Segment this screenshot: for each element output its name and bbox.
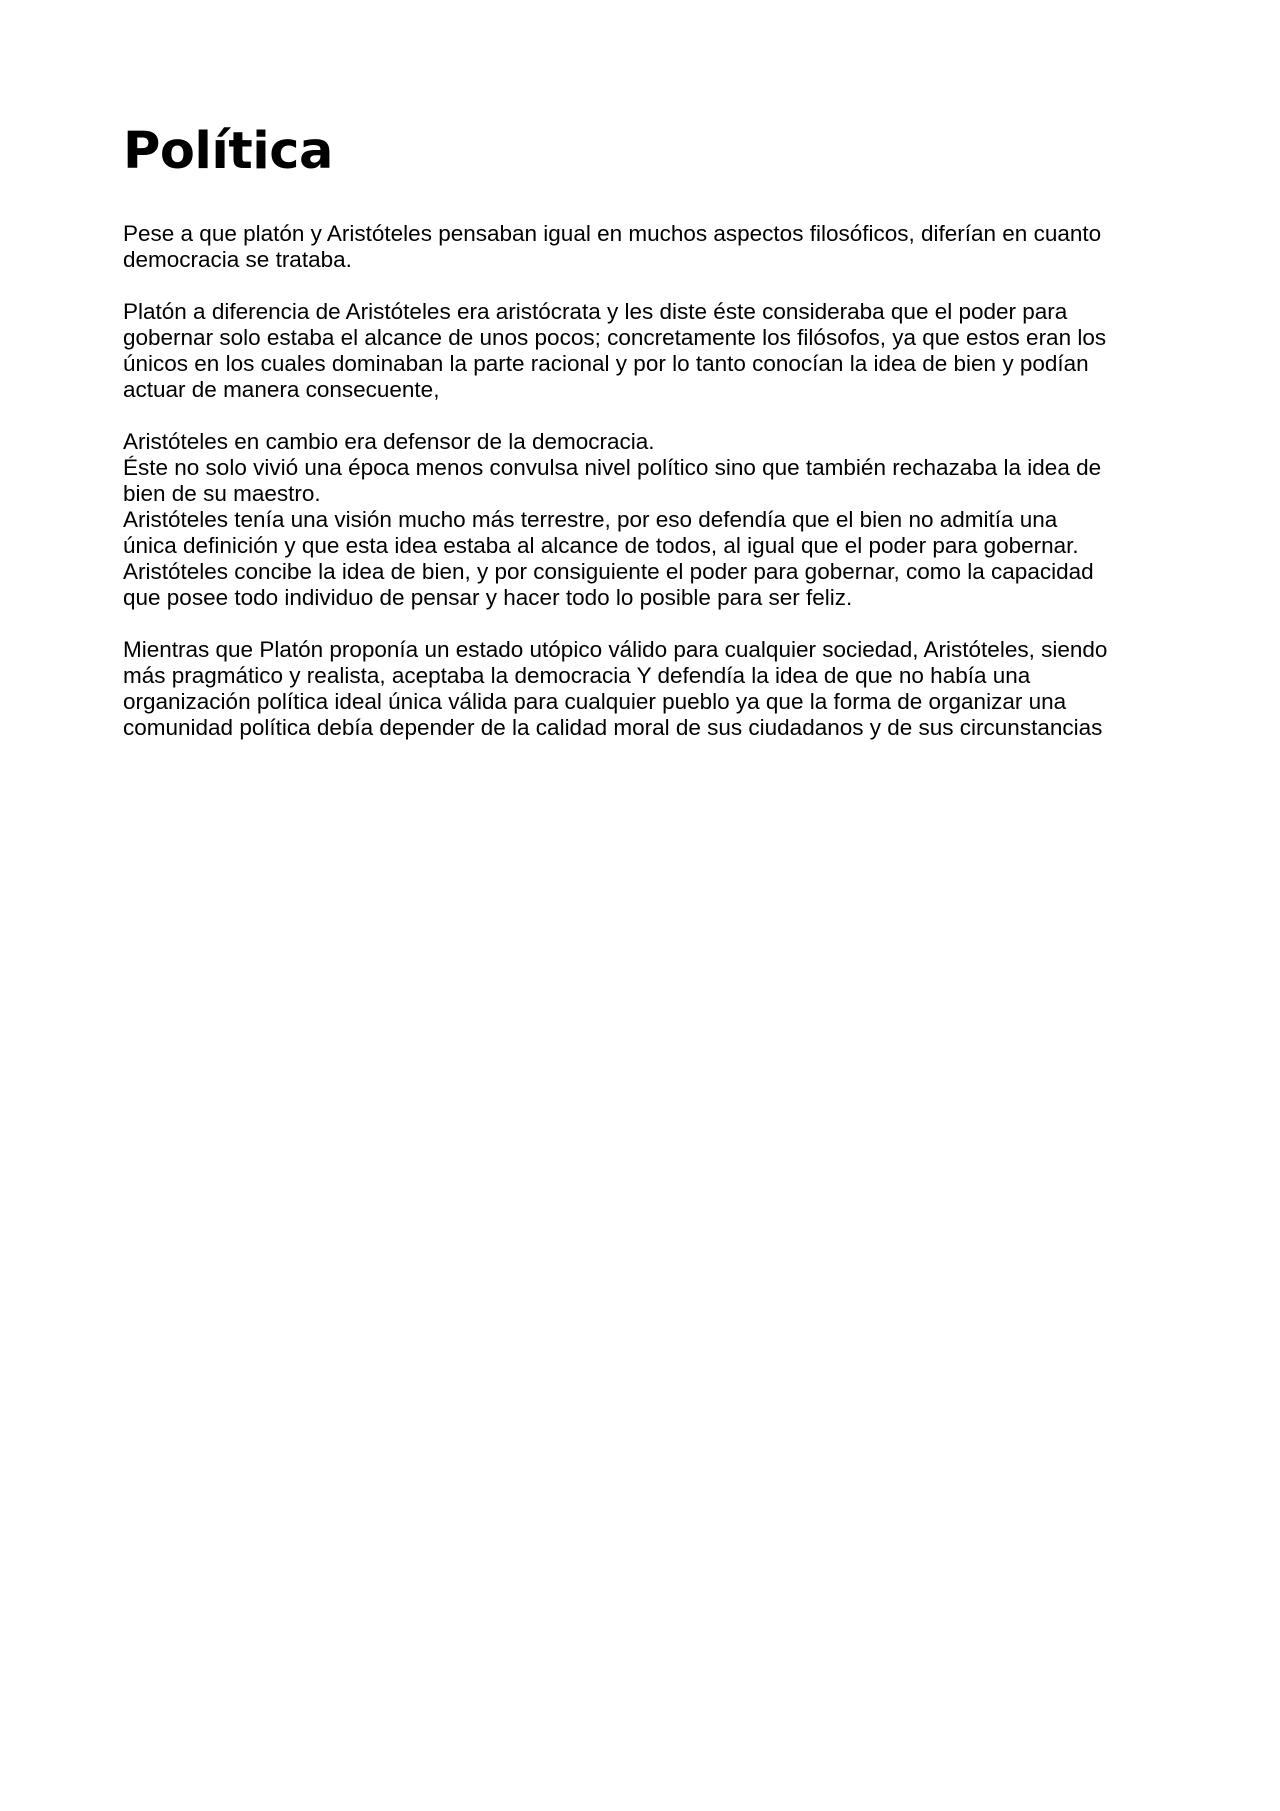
text-line: Aristóteles concibe la idea de bien, y por consiguiente el poder para gobernar, como la capacidad [123, 559, 1094, 584]
paragraph-3 [123, 429, 1173, 611]
text-line: Éste no solo vivió una época menos convulsa nivel político sino que también rechazaba la idea de [123, 455, 1102, 480]
paragraph-1 [123, 221, 1173, 273]
paragraph-2 [123, 299, 1173, 403]
document-title: Política [123, 122, 333, 181]
text-line: Aristóteles tenía una visión mucho más terrestre, por eso defendía que el bien no admitía una [123, 507, 1058, 532]
paragraph-4 [123, 637, 1173, 741]
text-line: únicos en los cuales dominaban la parte racional y por lo tanto conocían la idea de bien y podían [123, 351, 1089, 376]
text-line: gobernar solo estaba el alcance de unos pocos; concretamente los filósofos, ya que estos eran los [123, 325, 1107, 350]
text-line: comunidad política debía depender de la calidad moral de sus ciudadanos y de sus circunstancias [123, 715, 1103, 740]
text-line: única definición y que esta idea estaba al alcance de todos, al igual que el poder para gobernar. [123, 533, 1079, 558]
text-line: que posee todo individuo de pensar y hacer todo lo posible para ser feliz. [123, 585, 853, 610]
text-line: Platón a diferencia de Aristóteles era aristócrata y les diste éste consideraba que el poder para [123, 299, 1068, 324]
text-line: Mientras que Platón proponía un estado utópico válido para cualquier sociedad, Aristóteles, siendo [123, 637, 1108, 662]
text-line: bien de su maestro. [123, 481, 321, 506]
text-line: actuar de manera consecuente, [123, 377, 440, 402]
text-line: organización política ideal única válida para cualquier pueblo ya que la forma de organizar una [123, 689, 1067, 714]
text-line: democracia se trataba. [123, 247, 352, 272]
text-line: más pragmático y realista, aceptaba la democracia Y defendía la idea de que no había una [123, 663, 1031, 688]
text-line: Pese a que platón y Aristóteles pensaban igual en muchos aspectos filosóficos, diferían en cuanto [123, 221, 1102, 246]
document-body [123, 120, 1173, 767]
text-line: Aristóteles en cambio era defensor de la democracia. [123, 429, 655, 454]
